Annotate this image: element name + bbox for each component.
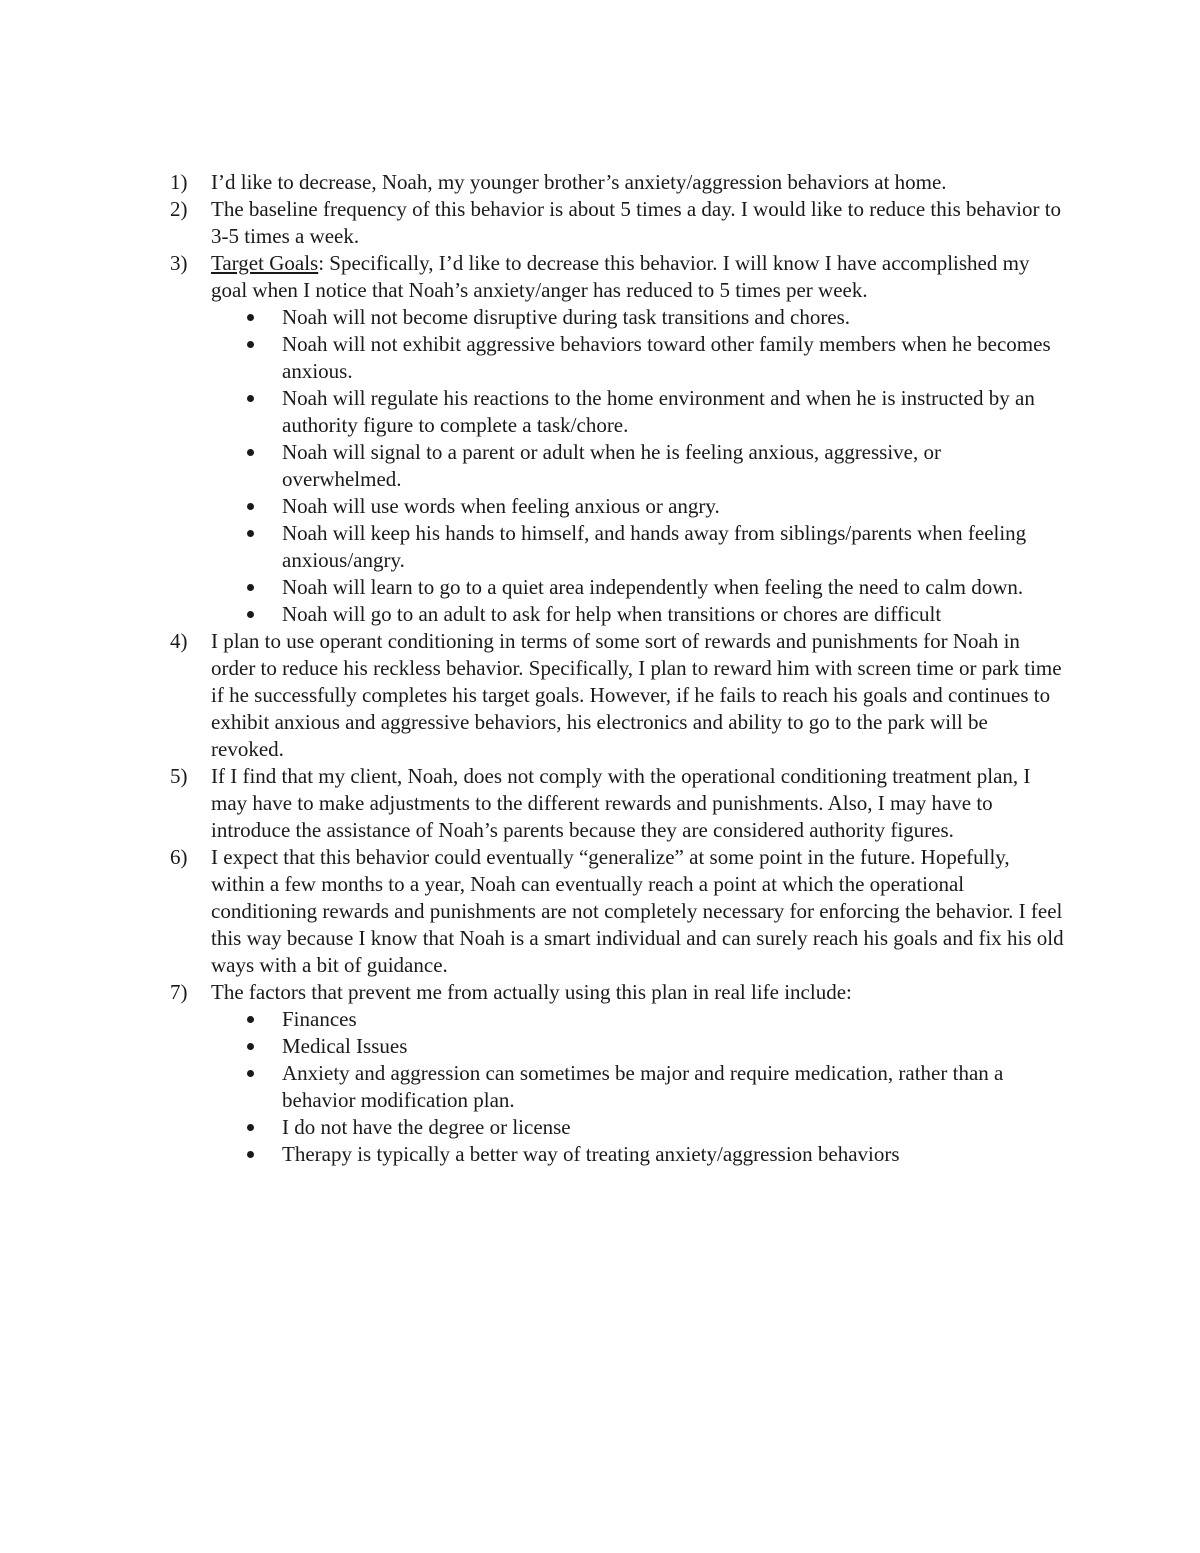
- bullet-icon: [247, 503, 254, 510]
- list-item-5: [170, 763, 1065, 844]
- item-text: The baseline frequency of this behavior is about 5 times a day. I would like to reduce this behavior to 3-5 times a week.: [211, 197, 1062, 248]
- bullet-icon: [247, 1016, 254, 1023]
- bullet-icon: [247, 584, 254, 591]
- bullet-text: Finances: [282, 1007, 357, 1031]
- list-item-6: [170, 844, 1065, 979]
- bullet-text: Noah will keep his hands to himself, and hands away from siblings/parents when feeling anxious/angry.: [282, 521, 1027, 572]
- bullet-text: Noah will signal to a parent or adult when he is feeling anxious, aggressive, or overwhelmed.: [282, 440, 941, 491]
- bullet-item: [211, 1006, 1065, 1033]
- list-item-4: [170, 628, 1065, 763]
- bullet-text: I do not have the degree or license: [282, 1115, 571, 1139]
- bullet-icon: [247, 1151, 254, 1158]
- item-text: The factors that prevent me from actually using this plan in real life include:: [211, 980, 852, 1004]
- bullet-item: [211, 574, 1065, 601]
- bullet-item: [211, 1060, 1065, 1114]
- bullet-icon: [247, 1124, 254, 1131]
- item-number: 1): [170, 170, 188, 194]
- bullet-item: [211, 439, 1065, 493]
- bullet-text: Noah will regulate his reactions to the home environment and when he is instructed by an authority figure to complete a task/chore.: [282, 386, 1035, 437]
- bullet-item: [211, 493, 1065, 520]
- list-item-2: [170, 196, 1065, 250]
- list-item-7: [170, 979, 1065, 1168]
- list-item-3: [170, 250, 1065, 628]
- bullet-item: [211, 601, 1065, 628]
- bullet-text: Medical Issues: [282, 1034, 408, 1058]
- bullet-item: [211, 331, 1065, 385]
- item-number: 6): [170, 845, 188, 869]
- document-body: [170, 169, 1065, 1168]
- bullet-icon: [247, 530, 254, 537]
- item-text: I expect that this behavior could eventually “generalize” at some point in the future. Hopefully, within a few months to a year, Noah can eventually reach a point at which the operational conditioning rewards and punishments are not completely necessary for enforcing the behavior. I feel this way because I know that Noah is a smart individual and can surely reach his goals and fix his old ways with a bit of guidance.: [211, 845, 1064, 977]
- item-text: : Specifically, I’d like to decrease this behavior. I will know I have accomplished my goal when I notice that Noah’s anxiety/anger has reduced to 5 times per week.: [211, 251, 1030, 302]
- bullet-item: [211, 304, 1065, 331]
- bullet-text: Noah will not exhibit aggressive behaviors toward other family members when he becomes anxious.: [282, 332, 1051, 383]
- item-number: 4): [170, 629, 188, 653]
- bullet-text: Noah will learn to go to a quiet area independently when feeling the need to calm down.: [282, 575, 1024, 599]
- bullet-item: [211, 1033, 1065, 1060]
- numbered-list: [170, 169, 1065, 1168]
- bullet-text: Anxiety and aggression can sometimes be major and require medication, rather than a behavior modification plan.: [282, 1061, 1004, 1112]
- bullet-item: [211, 1114, 1065, 1141]
- bullet-icon: [247, 314, 254, 321]
- item-text: I plan to use operant conditioning in terms of some sort of rewards and punishments for Noah in order to reduce his reckless behavior. Specifically, I plan to reward him with screen time or park time if he successfully completes his target goals. However, if he fails to reach his goals and continues to exhibit anxious and aggressive behaviors, his electronics and ability to go to the park will be revoked.: [211, 629, 1062, 761]
- bullet-icon: [247, 449, 254, 456]
- item-number: 3): [170, 251, 188, 275]
- item-text: If I find that my client, Noah, does not comply with the operational conditioning treatment plan, I may have to make adjustments to the different rewards and punishments. Also, I may have to introduce the assistance of Noah’s parents because they are considered authority figures.: [211, 764, 1031, 842]
- bullet-item: [211, 1141, 1065, 1168]
- target-goals-list: [211, 304, 1065, 628]
- bullet-icon: [247, 341, 254, 348]
- item-number: 2): [170, 197, 188, 221]
- bullet-icon: [247, 1070, 254, 1077]
- item-number: 5): [170, 764, 188, 788]
- list-item-1: [170, 169, 1065, 196]
- bullet-text: Noah will not become disruptive during task transitions and chores.: [282, 305, 851, 329]
- bullet-item: [211, 520, 1065, 574]
- target-goals-heading: Target Goals: [211, 251, 319, 275]
- bullet-text: Noah will use words when feeling anxious or angry.: [282, 494, 720, 518]
- item-text: I’d like to decrease, Noah, my younger brother’s anxiety/aggression behaviors at home.: [211, 170, 947, 194]
- bullet-icon: [247, 395, 254, 402]
- bullet-item: [211, 385, 1065, 439]
- bullet-icon: [247, 1043, 254, 1050]
- bullet-icon: [247, 611, 254, 618]
- bullet-text: Therapy is typically a better way of treating anxiety/aggression behaviors: [282, 1142, 900, 1166]
- bullet-text: Noah will go to an adult to ask for help when transitions or chores are difficult: [282, 602, 942, 626]
- item-number: 7): [170, 980, 188, 1004]
- factors-list: [211, 1006, 1065, 1168]
